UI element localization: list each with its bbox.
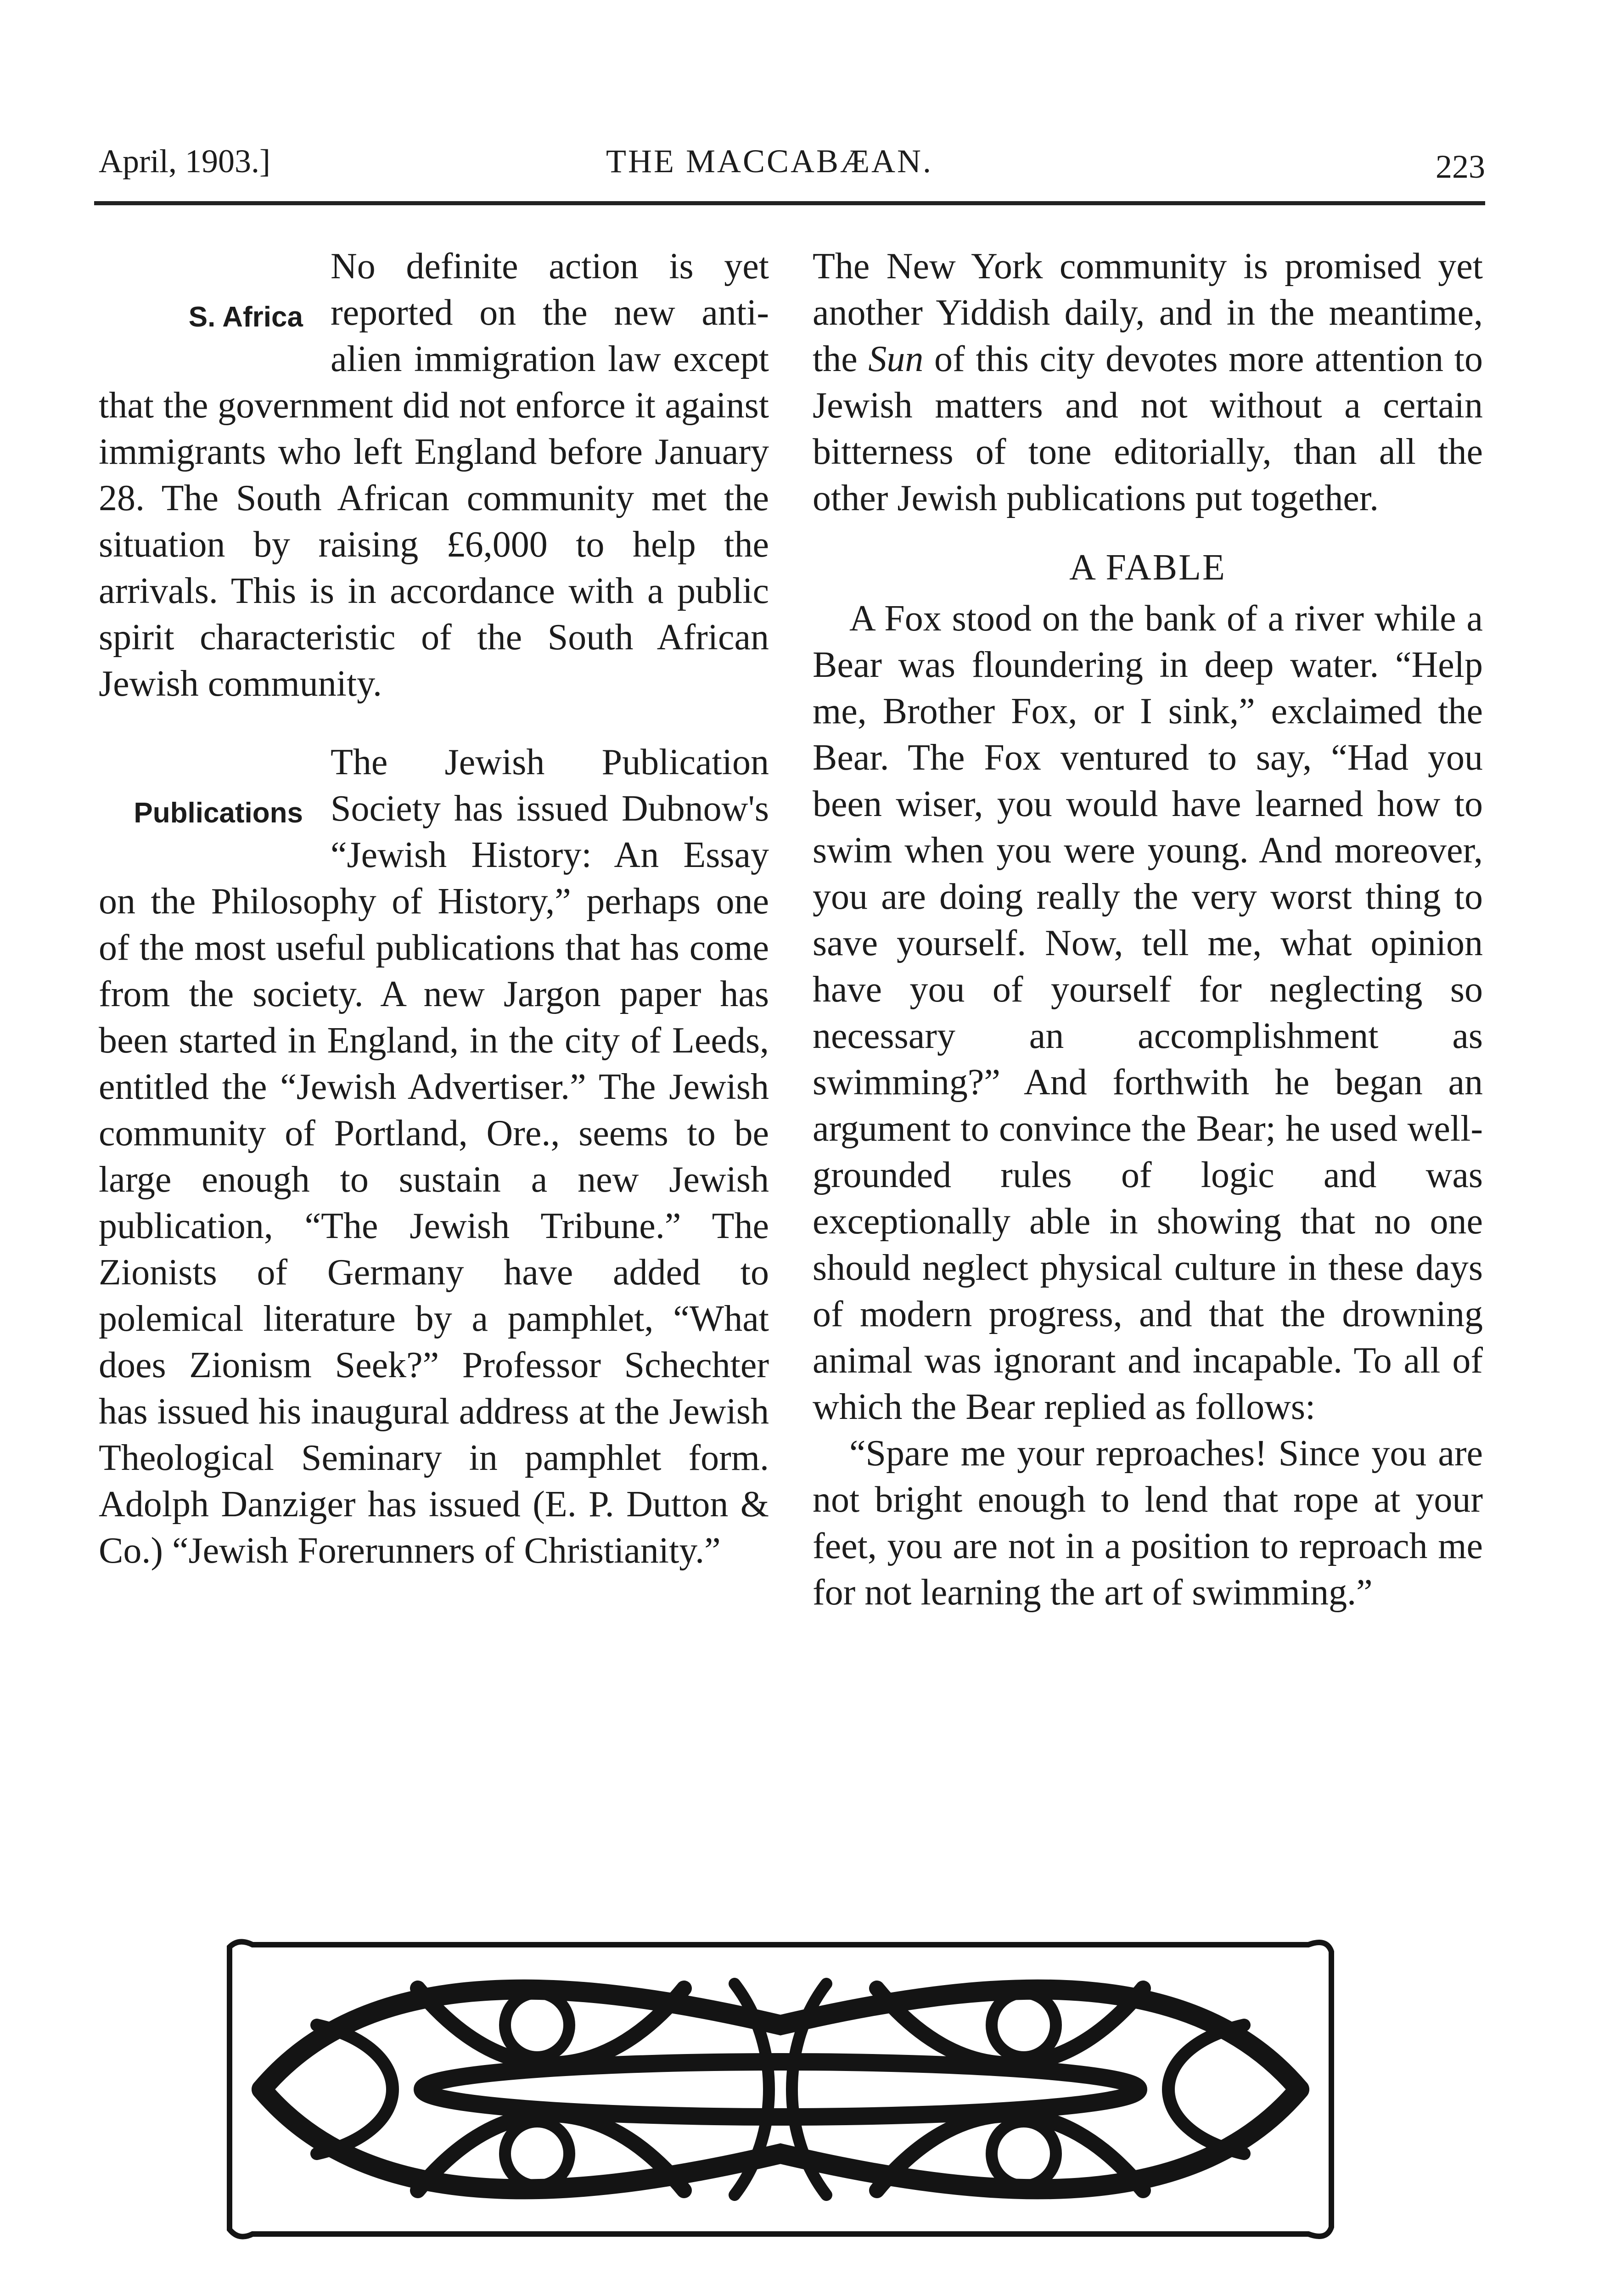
publications-paragraph: The Jewish Publication Society has issued Dubnow's “Jewish History: An Essay on the Philosophy of History,” perhaps one of the most useful publications that has come from the society. A new Jargon paper has been started in England, in the city of Leeds, entitled the “Jewish Advertiser.” The Jewish community of Portland, Ore., seems to be large enough to sustain a new Jewish publication, “The Jewish Tribune.” The Zionists of Germany have added to polemical literature by a pamphlet, “What does Zionism Seek?” Professor Schechter has issued his inaugural address at the Jewish Theological Seminary in pamphlet form. Adolph Danziger has issued (E. P. Dutton & Co.) “Jewish Forerunners of Christianity.”: [99, 742, 769, 1571]
sidehead-publications: Publications: [134, 797, 303, 829]
left-column: [99, 243, 769, 1574]
sidehead-s-africa: S. Africa: [188, 301, 303, 333]
page-header: [99, 138, 1485, 188]
s-africa-paragraph: No definite action is yet reported on the new anti-alien immigration law except that the government did not enforce it against immigrants who left England before January 28. The South African community met the situation by raising £6,000 to help the arrivals. This is in accordance with a public spirit characteristic of the South African Jewish community.: [99, 246, 769, 704]
fable-paragraph-1: A Fox stood on the bank of a river while a Bear was floundering in deep water. “Help me, Brother Fox, or I sink,” exclaimed the Bear. The Fox ventured to say, “Had you been wiser, you would have learned how to swim when you were young. And moreover, you are doing really the very worst thing to save yourself. Now, tell me, what opinion have you of yourself for neglecting so necessary an accomplishment as swimming?” And forthwith he began an argument to convince the Bear; he used well-grounded rules of logic and was exceptionally able in showing that no one should neglect physical culture in these days of modern progress, and that the drowning animal was ignorant and incapable. To all of which the Bear replied as follows:: [813, 598, 1483, 1427]
header-date: April, 1903.]: [99, 143, 270, 180]
celtic-knot-ornament-icon: [225, 1933, 1336, 2245]
fable-title: A FABLE: [1069, 547, 1226, 588]
right-column: [813, 243, 1483, 1616]
header-rule: [94, 201, 1485, 205]
page-number: 223: [1436, 148, 1485, 185]
new-york-paragraph: The New York community is promised yet another Yiddish daily, and in the meantime, the Sun of this city devotes more attention to Jewish matters and not without a certain bitterness of tone editorially, than all the other Jewish publications put together.: [813, 246, 1483, 518]
fable-paragraph-2: “Spare me your reproaches! Since you are not bright enough to lend that rope at your feet, you are not in a position to reproach me for not learning the art of swimming.”: [813, 1433, 1483, 1613]
journal-title: THE MACCABÆAN.: [606, 143, 933, 180]
